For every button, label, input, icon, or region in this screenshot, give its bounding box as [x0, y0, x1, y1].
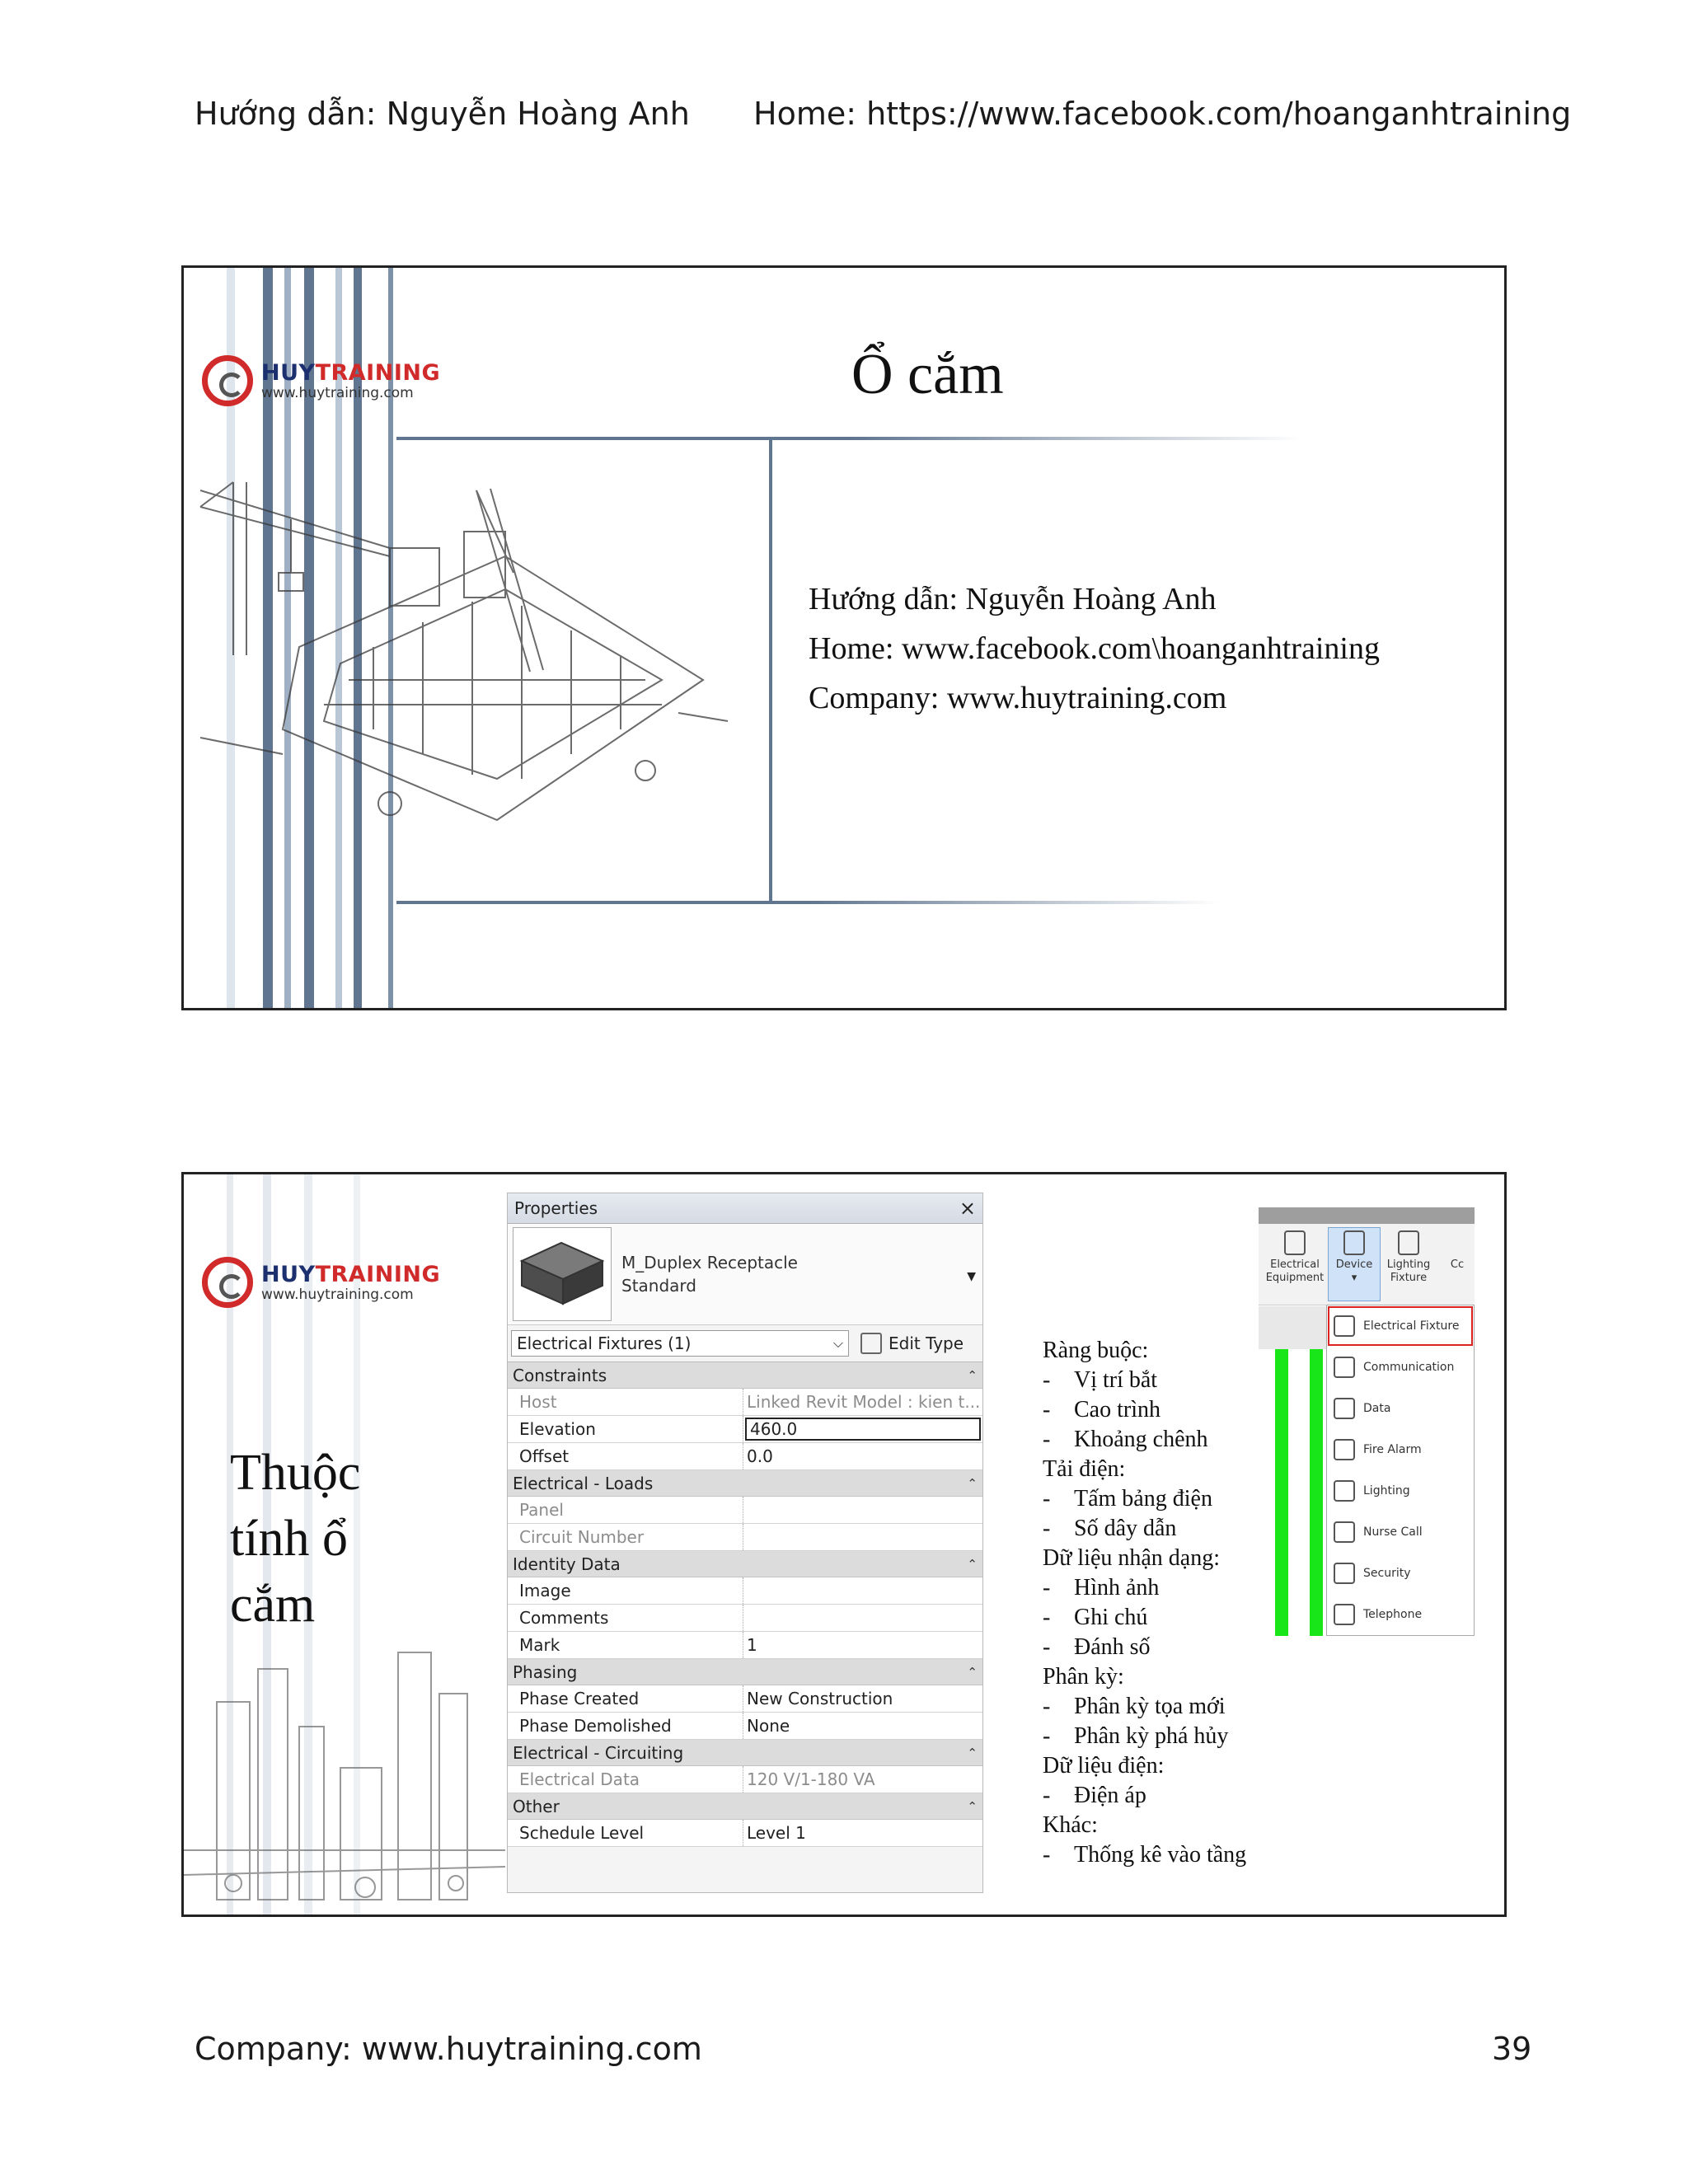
- ribbon-label: Lighting: [1386, 1258, 1431, 1271]
- lighting-icon: [1334, 1480, 1355, 1502]
- menu-item-label: Fire Alarm: [1363, 1443, 1422, 1456]
- menu-item[interactable]: [1327, 1553, 1474, 1594]
- property-group-name: Phasing: [513, 1661, 578, 1682]
- menu-item[interactable]: [1327, 1347, 1474, 1388]
- security-icon: [1334, 1563, 1355, 1584]
- slide-socket-properties: [181, 1172, 1507, 1917]
- property-row: [508, 1443, 982, 1470]
- slide-title-line: cắm: [230, 1577, 316, 1633]
- property-groups: [508, 1362, 982, 1847]
- logo-mark: [202, 355, 253, 406]
- type-name: Standard: [621, 1276, 696, 1296]
- device-icon: [1343, 1230, 1365, 1255]
- property-group-header[interactable]: [508, 1659, 982, 1685]
- property-value[interactable]: 1: [747, 1635, 757, 1655]
- property-row: [508, 1605, 982, 1632]
- ribbon-label: Device: [1335, 1258, 1373, 1271]
- logo-brand-training: TRAINING: [315, 1261, 441, 1287]
- construction-sketch-image: [184, 457, 744, 869]
- note-bullet: - Cao trình: [1043, 1395, 1246, 1425]
- note-bullet: - Số dây dẫn: [1043, 1514, 1246, 1544]
- note-heading: Dữ liệu nhận dạng:: [1043, 1545, 1221, 1571]
- ribbon-titlebar: [1259, 1207, 1475, 1224]
- menu-item-label: Data: [1363, 1402, 1391, 1415]
- slide-title-socket: [181, 265, 1507, 1010]
- property-name: Host: [508, 1389, 743, 1415]
- ribbon-label: Equipment: [1265, 1272, 1325, 1284]
- logo-mark: [202, 1257, 253, 1308]
- property-name: Panel: [508, 1497, 743, 1523]
- property-name: Schedule Level: [508, 1820, 743, 1846]
- logo-brand-huy: HUY: [261, 359, 316, 386]
- ribbon-label: Electrical: [1270, 1258, 1320, 1271]
- huytraining-logo: [202, 1257, 440, 1308]
- note-heading: Ràng buộc:: [1043, 1338, 1149, 1363]
- property-name: Mark: [508, 1632, 743, 1658]
- property-group-header[interactable]: [508, 1362, 982, 1389]
- note-heading: Dữ liệu điện:: [1043, 1753, 1165, 1779]
- menu-item[interactable]: [1327, 1470, 1474, 1511]
- property-value[interactable]: 460.0: [745, 1418, 981, 1441]
- collapse-icon[interactable]: ⌃: [967, 1664, 978, 1680]
- property-name: Electrical Data: [508, 1766, 743, 1793]
- property-row: [508, 1416, 982, 1443]
- property-value[interactable]: [743, 1577, 982, 1604]
- chevron-down-icon: ⌵: [832, 1335, 843, 1351]
- model-green-element: [1275, 1347, 1288, 1636]
- note-bullet: - Tấm bảng điện: [1043, 1484, 1246, 1514]
- property-row: [508, 1713, 982, 1740]
- device-button[interactable]: [1329, 1230, 1379, 1285]
- header-author: Hướng dẫn: Nguyễn Hoàng Anh: [195, 96, 690, 132]
- collapse-icon[interactable]: ⌃: [967, 1798, 978, 1814]
- property-row: [508, 1524, 982, 1551]
- type-family-name: M_Duplex Receptacle: [621, 1253, 798, 1272]
- footer-company[interactable]: Company: www.huytraining.com: [195, 2031, 702, 2067]
- property-value[interactable]: [743, 1605, 982, 1631]
- property-value: 120 V/1-180 VA: [747, 1769, 875, 1789]
- chevron-down-icon[interactable]: ▼: [967, 1270, 976, 1283]
- device-menu: [1326, 1305, 1475, 1636]
- menu-item-label: Lighting: [1363, 1484, 1410, 1497]
- property-name: Elevation: [508, 1416, 743, 1442]
- note-bullet: - Vị trí bắt: [1043, 1366, 1246, 1395]
- property-value[interactable]: Level 1: [747, 1823, 806, 1843]
- properties-titlebar: [508, 1193, 982, 1224]
- filter-value: Electrical Fixtures (1): [517, 1333, 692, 1353]
- ribbon-label: Fixture: [1390, 1272, 1428, 1284]
- edit-type-button[interactable]: [860, 1333, 964, 1354]
- property-name: Comments: [508, 1605, 743, 1631]
- communication-icon: [1334, 1357, 1355, 1378]
- slide-title-line: Thuộc: [230, 1445, 361, 1501]
- logo-url: www.huytraining.com: [261, 384, 414, 401]
- lighting-fixture-button[interactable]: [1382, 1230, 1435, 1285]
- huytraining-logo: [202, 355, 440, 406]
- property-group-header[interactable]: [508, 1470, 982, 1497]
- property-row: [508, 1820, 982, 1847]
- note-heading: Phân kỳ:: [1043, 1664, 1124, 1690]
- menu-item[interactable]: [1327, 1388, 1474, 1429]
- note-bullet: - Đánh số: [1043, 1633, 1246, 1662]
- property-value: [743, 1497, 982, 1523]
- menu-item-label: Nurse Call: [1363, 1526, 1423, 1539]
- property-name: Offset: [508, 1443, 743, 1469]
- electrical-equipment-icon: [1284, 1230, 1306, 1255]
- property-row: [508, 1632, 982, 1659]
- note-bullet: - Khoảng chênh: [1043, 1425, 1246, 1455]
- menu-item-label: Security: [1363, 1567, 1411, 1580]
- property-name: Circuit Number: [508, 1524, 743, 1550]
- ribbon-button-cut[interactable]: [1445, 1258, 1470, 1272]
- data-icon: [1334, 1398, 1355, 1419]
- header-home-link[interactable]: Home: https://www.facebook.com/hoanganhtraining: [753, 96, 1572, 132]
- telephone-icon: [1334, 1604, 1355, 1625]
- decor-rule: [396, 437, 1303, 440]
- page-number: 39: [1492, 2031, 1532, 2067]
- decor-rule: [396, 901, 1221, 904]
- note-bullet: - Ghi chú: [1043, 1603, 1246, 1633]
- collapse-icon[interactable]: ⌃: [967, 1367, 978, 1383]
- city-sketch-image: [184, 1603, 505, 1916]
- note-heading: Tải điện:: [1043, 1456, 1126, 1482]
- menu-item-label: Communication: [1363, 1361, 1455, 1374]
- property-value: [743, 1524, 982, 1550]
- property-row: [508, 1497, 982, 1524]
- logo-url: www.huytraining.com: [261, 1286, 414, 1303]
- property-group-name: Other: [513, 1796, 560, 1816]
- credit-company[interactable]: Company: www.huytraining.com: [809, 681, 1227, 715]
- logo-brand-huy: HUY: [261, 1261, 316, 1287]
- slide-title: Ổ cắm: [851, 343, 1004, 406]
- note-bullet: - Thống kê vào tầng: [1043, 1840, 1246, 1870]
- property-value[interactable]: 0.0: [747, 1446, 773, 1466]
- property-group-header[interactable]: [508, 1740, 982, 1766]
- property-row: [508, 1685, 982, 1713]
- property-value: Linked Revit Model : kien t...: [747, 1392, 981, 1412]
- property-group-name: Identity Data: [513, 1554, 621, 1574]
- nurse-call-icon: [1334, 1521, 1355, 1543]
- credit-home[interactable]: Home: www.facebook.com\hoanganhtraining: [809, 631, 1380, 666]
- note-bullet: - Điện áp: [1043, 1781, 1246, 1811]
- collapse-icon[interactable]: ⌃: [967, 1556, 978, 1572]
- ribbon-device-dropdown: [1259, 1207, 1475, 1636]
- property-group-name: Electrical - Circuiting: [513, 1742, 684, 1763]
- ribbon-label: Cc: [1450, 1258, 1465, 1271]
- properties-panel: [507, 1193, 983, 1893]
- slide-title-line: tính ổ: [230, 1511, 348, 1567]
- menu-item-label: Electrical Fixture: [1363, 1319, 1460, 1333]
- type-selector[interactable]: [508, 1224, 982, 1325]
- edit-type-icon: [860, 1333, 882, 1354]
- logo-brand-training: TRAINING: [315, 359, 441, 386]
- ribbon-label: ▾: [1351, 1272, 1357, 1284]
- slide-credits: [809, 574, 1380, 723]
- property-name: Image: [508, 1577, 743, 1604]
- menu-item[interactable]: [1327, 1511, 1474, 1553]
- slide-title: [230, 1440, 360, 1638]
- note-bullet: - Phân kỳ phá hủy: [1043, 1722, 1246, 1751]
- property-group-name: Electrical - Loads: [513, 1473, 654, 1493]
- electrical-equipment-button[interactable]: [1262, 1230, 1328, 1285]
- menu-item-label: Telephone: [1363, 1608, 1423, 1621]
- model-view-bg: [1259, 1306, 1326, 1349]
- property-group-header[interactable]: [508, 1793, 982, 1820]
- electrical-fixture-icon: [1334, 1315, 1355, 1337]
- receptacle-thumbnail-image: [513, 1227, 612, 1321]
- credit-author: Hướng dẫn: Nguyễn Hoàng Anh: [809, 582, 1217, 616]
- property-name: Phase Created: [508, 1685, 743, 1712]
- collapse-icon[interactable]: ⌃: [967, 1745, 978, 1760]
- filter-row: [508, 1325, 982, 1362]
- property-row: [508, 1389, 982, 1416]
- properties-title: Properties: [514, 1198, 598, 1218]
- instance-filter-dropdown[interactable]: [511, 1330, 849, 1357]
- note-bullet: - Phân kỳ tọa mới: [1043, 1692, 1246, 1722]
- property-name: Phase Demolished: [508, 1713, 743, 1739]
- property-notes-list: [1043, 1336, 1246, 1870]
- note-bullet: - Hình ảnh: [1043, 1573, 1246, 1603]
- property-row: [508, 1577, 982, 1605]
- edit-type-label: Edit Type: [889, 1333, 964, 1353]
- property-group-name: Constraints: [513, 1365, 607, 1385]
- decor-rule: [769, 437, 772, 901]
- property-value[interactable]: None: [747, 1716, 790, 1736]
- menu-item[interactable]: [1327, 1594, 1474, 1635]
- close-icon[interactable]: ×: [959, 1197, 976, 1220]
- menu-item[interactable]: [1327, 1429, 1474, 1470]
- property-row: [508, 1766, 982, 1793]
- fire-alarm-icon: [1334, 1439, 1355, 1460]
- model-green-element: [1310, 1347, 1323, 1636]
- property-value[interactable]: New Construction: [747, 1689, 893, 1708]
- collapse-icon[interactable]: ⌃: [967, 1475, 978, 1491]
- note-heading: Khác:: [1043, 1812, 1098, 1838]
- property-group-header[interactable]: [508, 1551, 982, 1577]
- menu-item[interactable]: [1327, 1305, 1474, 1347]
- lighting-fixture-icon: [1398, 1230, 1419, 1255]
